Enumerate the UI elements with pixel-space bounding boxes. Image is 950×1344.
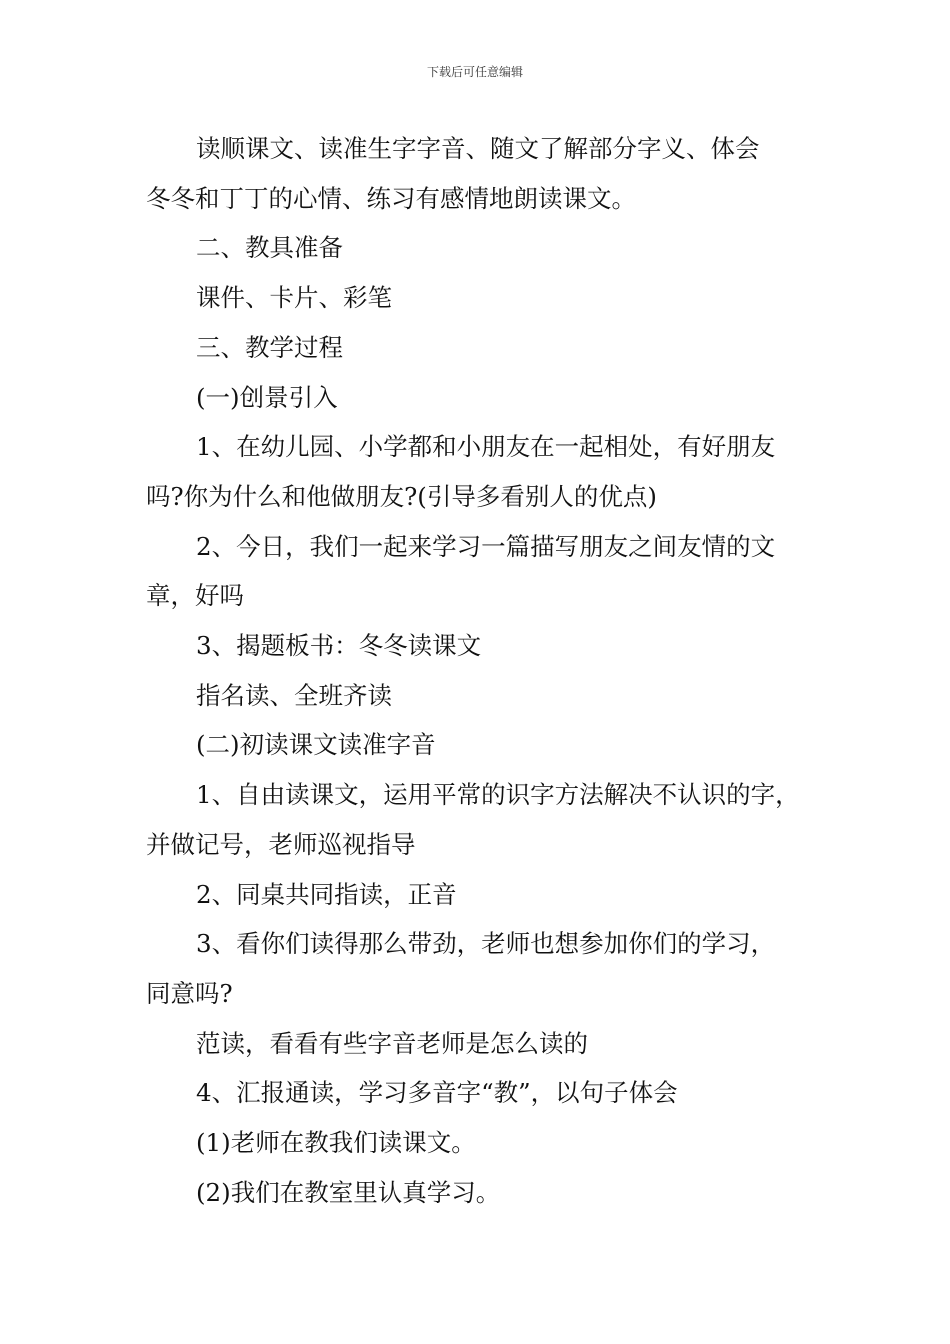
text-line: 范读，看看有些字音老师是怎么读的	[196, 1028, 588, 1058]
text-line: (1)老师在教我们读课文。	[196, 1128, 476, 1158]
text-line: 章，好吗	[146, 581, 244, 611]
text-line: 指名读、全班齐读	[196, 680, 392, 710]
text-line: 冬冬和丁丁的心情、练习有感情地朗读课文。	[146, 183, 636, 213]
text-line: 2、今日，我们一起来学习一篇描写朋友之间友情的文	[196, 531, 776, 561]
page-header: 下载后可任意编辑	[426, 65, 523, 79]
text-line: 读顺课文、读准生字字音、随文了解部分字义、体会	[196, 134, 760, 163]
text-line: 课件、卡片、彩笔	[196, 283, 392, 313]
text-line: 三、教学过程	[196, 332, 343, 362]
text-line: 1、自由读课文，运用平常的识字方法解决不认识的字，	[196, 780, 800, 810]
text-line: 3、揭题板书：冬冬读课文	[196, 631, 482, 661]
text-line: 二、教具准备	[196, 233, 343, 263]
text-line: 4、汇报通读，学习多音字“教”，以句子体会	[196, 1078, 678, 1108]
text-line: 同意吗?	[146, 978, 233, 1008]
document-body	[146, 124, 810, 1217]
text-line: (2)我们在教室里认真学习。	[196, 1177, 501, 1207]
text-line: 2、同桌共同指读，正音	[196, 879, 457, 909]
text-line: (二)初读课文读准字音	[196, 730, 436, 760]
text-line: (一)创景引入	[196, 382, 338, 412]
text-line: 并做记号，老师巡视指导	[146, 829, 416, 859]
text-line: 1、在幼儿园、小学都和小朋友在一起相处，有好朋友	[196, 432, 776, 462]
text-line: 吗?你为什么和他做朋友?(引导多看别人的优点)	[146, 481, 657, 511]
text-line: 3、看你们读得那么带劲，老师也想参加你们的学习，	[196, 929, 776, 959]
